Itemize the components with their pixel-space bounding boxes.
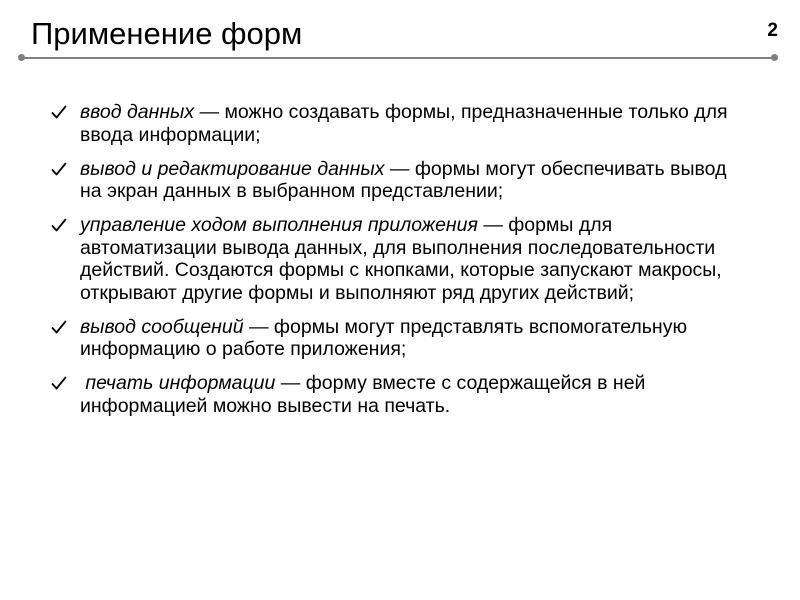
- bullet-text: — форму вместе с содержащейся в ней информацией можно вывести на печать.: [80, 372, 646, 417]
- rule-right-dot: [771, 54, 778, 61]
- bullet-list: [51, 101, 751, 429]
- check-icon: [51, 320, 67, 335]
- bullet-item-messages: [51, 316, 751, 361]
- bullet-item-printing: [51, 372, 751, 417]
- bullet-text: — можно создавать формы, предназначенные только для ввода информации;: [80, 101, 728, 146]
- bullet-term: ввод данных: [80, 101, 195, 123]
- rule-left-dot: [18, 54, 25, 61]
- check-icon: [51, 105, 67, 120]
- bullet-term: печать информации: [80, 372, 276, 394]
- check-icon: [51, 218, 67, 233]
- bullet-text: — формы могут обеспечивать вывод на экран данных в выбранном представлении;: [80, 157, 727, 202]
- bullet-term: вывод сообщений: [80, 315, 244, 338]
- page-number: 2: [767, 20, 778, 41]
- bullet-text: — формы для автоматизации вывода данных, для выполнения последовательности действий. Создаются формы с кнопками, которые запускают макросы, открывают другие формы и выполняют ряд других действий;: [80, 214, 722, 304]
- title-rule: [22, 57, 774, 59]
- bullet-term: вывод и редактирование данных: [80, 157, 385, 180]
- check-icon: [51, 162, 67, 177]
- check-icon: [51, 376, 67, 391]
- bullet-term: управление ходом выполнения приложения: [80, 214, 478, 236]
- slide-title: Применение форм: [31, 16, 303, 51]
- bullet-item-app-control: [51, 214, 751, 304]
- bullet-item-data-entry: [51, 101, 751, 146]
- bullet-item-output-editing: [51, 158, 751, 203]
- bullet-text: — формы могут представлять вспомогательную информацию о работе приложения;: [80, 315, 688, 360]
